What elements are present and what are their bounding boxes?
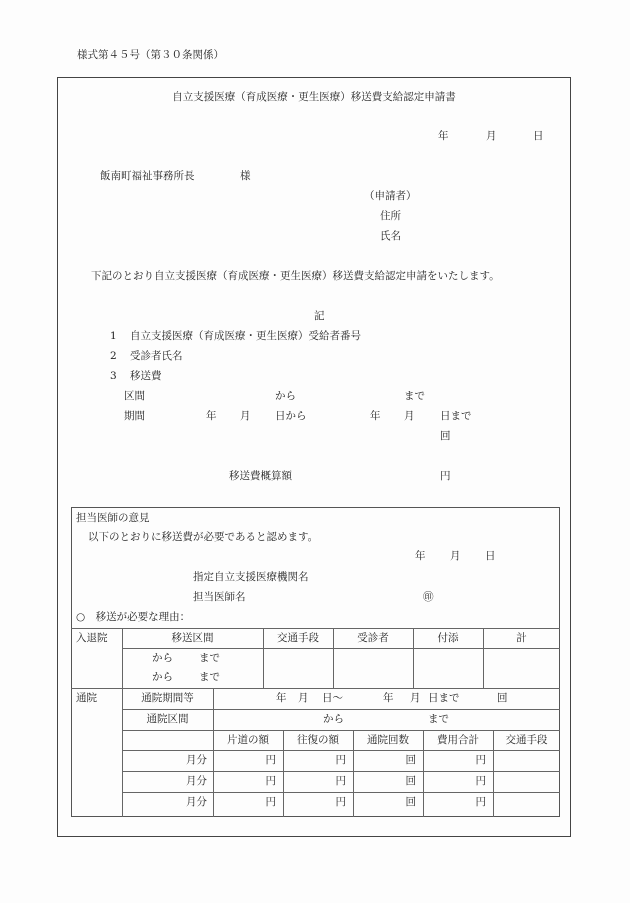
applicant-address-label[interactable]: 住所 bbox=[380, 210, 401, 222]
admission-header-transport: 交通手段 bbox=[277, 632, 319, 644]
section-to[interactable]: まで bbox=[404, 390, 425, 402]
outpatient-row2-month[interactable]: 月分 bbox=[186, 775, 207, 787]
reason-label[interactable]: ○ 移送が必要な理由： bbox=[76, 611, 191, 623]
doctor-name-label[interactable]: 担当医師名 bbox=[193, 591, 246, 603]
outpatient-row1-month[interactable]: 月分 bbox=[186, 754, 207, 766]
addressee-name: 飯南町福祉事務所長 bbox=[100, 170, 195, 182]
date-year[interactable]: 年 bbox=[438, 130, 449, 142]
outpatient-row2-count[interactable]: 回 bbox=[405, 775, 416, 787]
estimate-unit[interactable]: 円 bbox=[440, 470, 451, 482]
outpatient-row3-oneway[interactable]: 円 bbox=[265, 796, 276, 808]
admission-row1-from[interactable]: から bbox=[152, 652, 173, 664]
doctor-date-year[interactable]: 年 bbox=[415, 550, 426, 562]
item-1-number: 1 bbox=[110, 330, 117, 342]
outpatient-section-from[interactable]: から bbox=[323, 713, 344, 725]
period-label: 期間 bbox=[124, 410, 145, 422]
outpatient-row2-round[interactable]: 円 bbox=[335, 775, 346, 787]
period-year-from[interactable]: 年 bbox=[206, 410, 217, 422]
outpatient-row3-round[interactable]: 円 bbox=[335, 796, 346, 808]
outpatient-section-to[interactable]: まで bbox=[428, 713, 449, 725]
form-title: 自立支援医療（育成医療・更生医療）移送費支給認定申請書 bbox=[172, 91, 456, 103]
outpatient-row1-total[interactable]: 円 bbox=[475, 754, 486, 766]
table-line bbox=[122, 750, 560, 751]
period-day-to[interactable]: 日まで bbox=[440, 410, 472, 422]
doctor-date-month[interactable]: 月 bbox=[450, 550, 461, 562]
applicant-label: （申請者） bbox=[364, 190, 417, 202]
period-times[interactable]: 回 bbox=[440, 430, 451, 442]
outpatient-period-label: 通院期間等 bbox=[141, 692, 194, 704]
outpatient-period-times[interactable]: 回 bbox=[497, 692, 508, 704]
outpatient-period-year2[interactable]: 年 bbox=[383, 692, 394, 704]
section-from[interactable]: から bbox=[275, 390, 296, 402]
seal-mark: ㊞ bbox=[423, 591, 434, 603]
outpatient-row3-month[interactable]: 月分 bbox=[186, 796, 207, 808]
admission-header-total: 計 bbox=[516, 632, 527, 644]
outpatient-row1-count[interactable]: 回 bbox=[405, 754, 416, 766]
table-line bbox=[122, 771, 560, 772]
section-label: 区間 bbox=[124, 390, 145, 402]
admission-header-attendant: 付添 bbox=[437, 632, 459, 644]
admission-header-patient: 受診者 bbox=[357, 632, 389, 644]
outpatient-row3-total[interactable]: 円 bbox=[475, 796, 486, 808]
outpatient-row3-count[interactable]: 回 bbox=[405, 796, 416, 808]
doctor-date-day[interactable]: 日 bbox=[485, 550, 496, 562]
applicant-name-label[interactable]: 氏名 bbox=[380, 230, 401, 242]
outpatient-period-day1[interactable]: 日〜 bbox=[322, 692, 343, 704]
institution-name-label[interactable]: 指定自立支援医療機関名 bbox=[193, 571, 309, 583]
addressee-honorific: 様 bbox=[240, 170, 251, 182]
table-line bbox=[122, 792, 560, 793]
outpatient-row2-total[interactable]: 円 bbox=[475, 775, 486, 787]
item-2-label[interactable]: 受診者氏名 bbox=[130, 350, 183, 362]
table-line bbox=[122, 709, 560, 710]
item-3-number: 3 bbox=[110, 370, 117, 382]
table-line bbox=[71, 688, 560, 689]
admission-row2-from[interactable]: から bbox=[152, 671, 173, 683]
date-month[interactable]: 月 bbox=[486, 130, 497, 142]
period-month-from[interactable]: 月 bbox=[240, 410, 251, 422]
outpatient-header-transport: 交通手段 bbox=[505, 734, 548, 746]
table-top-line bbox=[71, 628, 560, 629]
date-day[interactable]: 日 bbox=[533, 130, 544, 142]
admission-row2-to[interactable]: まで bbox=[199, 671, 220, 683]
item-2-number: 2 bbox=[110, 350, 117, 362]
outpatient-header-count: 通院回数 bbox=[367, 734, 409, 746]
doctor-heading: 担当医師の意見 bbox=[76, 512, 150, 524]
admission-row-label: 入退院 bbox=[76, 632, 108, 644]
outpatient-header-round: 往復の額 bbox=[297, 734, 339, 746]
doctor-statement: 以下のとおりに移送費が必要であると認めます。 bbox=[88, 531, 319, 543]
table-line bbox=[122, 648, 560, 649]
ki-heading: 記 bbox=[314, 310, 325, 322]
outpatient-row1-round[interactable]: 円 bbox=[335, 754, 346, 766]
item-3-label: 移送費 bbox=[130, 370, 162, 382]
outpatient-period-day2[interactable]: 日まで bbox=[428, 692, 460, 704]
table-line bbox=[122, 730, 560, 731]
estimate-label: 移送費概算額 bbox=[229, 470, 292, 482]
admission-row1-to[interactable]: まで bbox=[199, 652, 220, 664]
outpatient-period-month1[interactable]: 月 bbox=[298, 692, 309, 704]
outpatient-row1-oneway[interactable]: 円 bbox=[265, 754, 276, 766]
outpatient-row2-oneway[interactable]: 円 bbox=[265, 775, 276, 787]
outpatient-row-label: 通院 bbox=[76, 692, 97, 704]
application-statement: 下記のとおり自立支援医療（育成医療・更生医療）移送費支給認定申請をいたします。 bbox=[91, 270, 500, 282]
outpatient-section-label: 通院区間 bbox=[146, 713, 189, 725]
outpatient-header-oneway: 片道の額 bbox=[227, 734, 269, 746]
admission-header-section: 移送区間 bbox=[171, 632, 214, 644]
form-number: 様式第４５号（第３０条関係） bbox=[77, 49, 224, 61]
outpatient-period-month2[interactable]: 月 bbox=[410, 692, 421, 704]
outpatient-header-total: 費用合計 bbox=[437, 734, 479, 746]
period-year-to[interactable]: 年 bbox=[370, 410, 381, 422]
outpatient-period-year1[interactable]: 年 bbox=[276, 692, 287, 704]
item-1-label[interactable]: 自立支援医療（育成医療・更生医療）受給者番号 bbox=[130, 330, 361, 342]
period-month-to[interactable]: 月 bbox=[404, 410, 415, 422]
period-day-from[interactable]: 日から bbox=[275, 410, 307, 422]
